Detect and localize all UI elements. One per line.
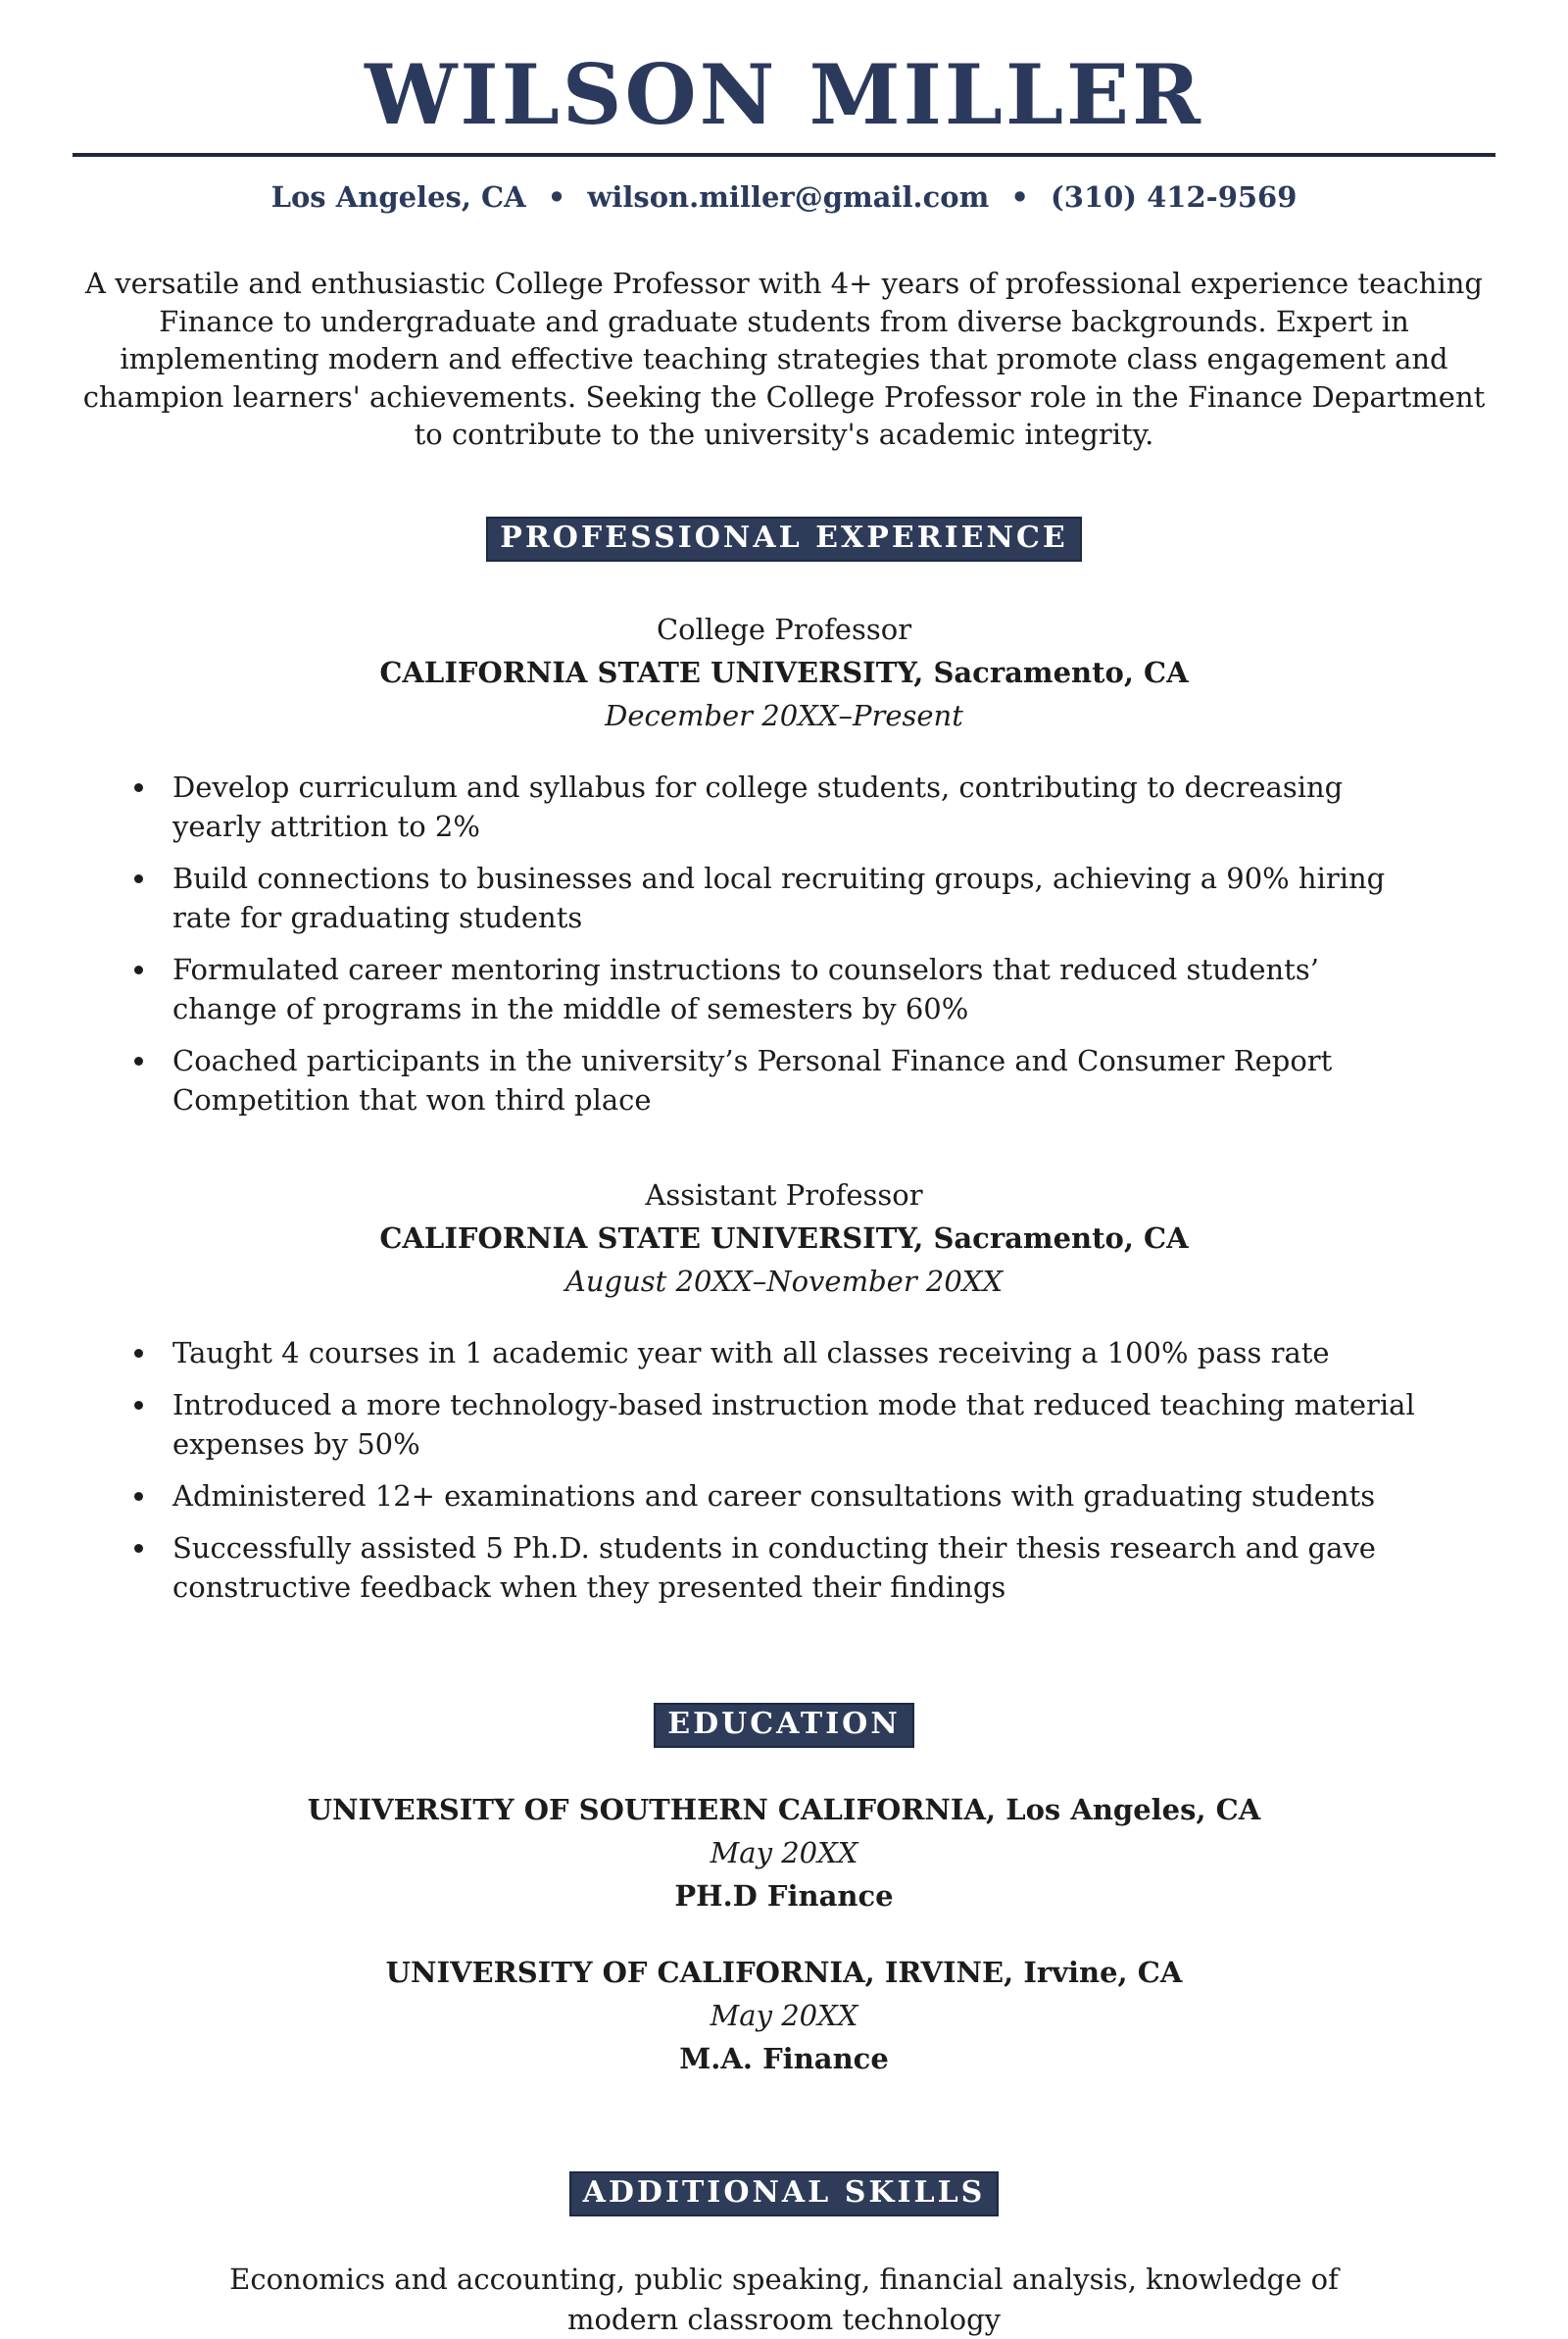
job-bullet-list	[73, 1333, 1425, 1607]
experience-section-heading: PROFESSIONAL EXPERIENCE	[486, 517, 1081, 562]
bullet-item: • Successfully assisted 5 Ph.D. students in conducting their thesis research and gave constructive feedback when they presented their findings	[159, 1528, 1425, 1607]
education-school: UNIVERSITY OF SOUTHERN CALIFORNIA, Los Angeles, CA	[307, 1793, 1261, 1827]
skills-section-heading: ADDITIONAL SKILLS	[569, 2171, 1000, 2216]
contact-email: wilson.miller@gmail.com	[587, 180, 990, 215]
job-entry	[73, 613, 1495, 1120]
bullet-item: • Administered 12+ examinations and career consultations with graduating students	[159, 1476, 1425, 1516]
header-divider	[73, 153, 1495, 157]
bullet-item: • Introduced a more technology-based instruction mode that reduced teaching material expenses by 50%	[159, 1385, 1425, 1464]
education-degree: M.A. Finance	[679, 2042, 889, 2076]
contact-phone: (310) 412-9569	[1051, 180, 1298, 215]
candidate-name: WILSON MILLER	[365, 46, 1203, 143]
contact-location: Los Angeles, CA	[270, 180, 526, 215]
job-title: College Professor	[656, 612, 912, 646]
education-date: May 20XX	[710, 1999, 858, 2033]
education-entry	[73, 1956, 1495, 2075]
education-entry	[73, 1793, 1495, 1913]
education-section-header-row	[73, 1703, 1495, 1748]
job-dates: August 20XX–November 20XX	[564, 1265, 1004, 1299]
bullet-item: • Taught 4 courses in 1 academic year with all classes receiving a 100% pass rate	[159, 1333, 1425, 1372]
bullet-item: • Develop curriculum and syllabus for college students, contributing to decreasing yearly attrition to 2%	[159, 768, 1425, 846]
bullet-item: • Coached participants in the university’s Personal Finance and Consumer Report Competition that won third place	[159, 1041, 1425, 1120]
education-school: UNIVERSITY OF CALIFORNIA, IRVINE, Irvine, CA	[385, 1956, 1183, 1990]
education-section-heading: EDUCATION	[654, 1703, 913, 1748]
bullet-item: • Formulated career mentoring instructions to counselors that reduced students’ change of programs in the middle of semesters by 60%	[159, 950, 1425, 1028]
job-dates: December 20XX–Present	[605, 698, 963, 732]
job-title: Assistant Professor	[645, 1178, 923, 1213]
job-entry	[73, 1178, 1495, 1607]
summary-paragraph: A versatile and enthusiastic College Professor with 4+ years of professional experience teaching Finance to undergraduate and graduate students from diverse backgrounds. Expert in implementing modern and effective teaching strategies that promote class engagement and champion learners' achievements. Seeking the College Professor role in the Finance Department to contribute to the university's academic integrity.	[82, 267, 1486, 452]
skills-text: Economics and accounting, public speaking, financial analysis, knowledge of modern classroom technology	[229, 2263, 1339, 2336]
contact-line	[73, 180, 1495, 214]
bullet-item: • Build connections to businesses and local recruiting groups, achieving a 90% hiring rate for graduating students	[159, 859, 1425, 937]
job-bullet-list	[73, 768, 1425, 1120]
job-organization: CALIFORNIA STATE UNIVERSITY, Sacramento, CA	[379, 1221, 1189, 1256]
experience-section-header-row	[73, 517, 1495, 562]
skills-section-header-row	[73, 2171, 1495, 2216]
contact-separator: •	[1010, 180, 1029, 215]
job-organization: CALIFORNIA STATE UNIVERSITY, Sacramento, CA	[379, 655, 1189, 689]
education-degree: PH.D Finance	[674, 1879, 894, 1914]
education-date: May 20XX	[710, 1836, 858, 1870]
contact-separator: •	[547, 180, 566, 215]
